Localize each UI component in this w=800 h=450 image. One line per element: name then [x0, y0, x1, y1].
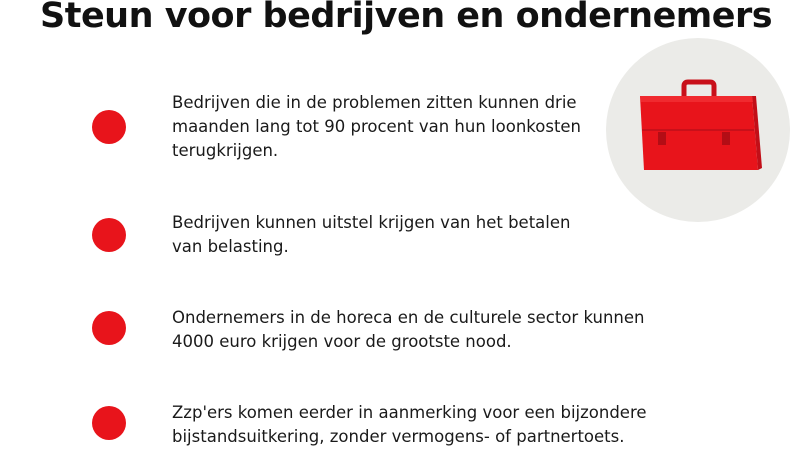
- item-line: Bedrijven die in de problemen zitten kunnen drie: [172, 93, 577, 112]
- red-dot-icon: [92, 110, 126, 144]
- item-line: Bedrijven kunnen uitstel krijgen van het betalen: [172, 213, 571, 232]
- item-line: van belasting.: [172, 237, 289, 256]
- item-text: [172, 211, 612, 259]
- item-text: [172, 401, 647, 449]
- briefcase-icon: [606, 38, 790, 222]
- item-line: bijstandsuitkering, zonder vermogens- of partnertoets.: [172, 427, 625, 446]
- item-line: 4000 euro krijgen voor de grootste nood.: [172, 332, 512, 351]
- item-line: terugkrijgen.: [172, 141, 279, 160]
- item-line: Zzp'ers komen eerder in aanmerking voor een bijzondere: [172, 403, 647, 422]
- red-dot-icon: [92, 406, 126, 440]
- red-dot-icon: [92, 311, 126, 345]
- page-title: Steun voor bedrijven en ondernemers: [40, 0, 773, 36]
- item-text: [172, 91, 612, 163]
- briefcase-illustration: [606, 38, 790, 222]
- item-line: Ondernemers in de horeca en de culturele sector kunnen: [172, 308, 645, 327]
- item-text: [172, 306, 645, 354]
- red-dot-icon: [92, 218, 126, 252]
- item-line: maanden lang tot 90 procent van hun loonkosten: [172, 117, 582, 136]
